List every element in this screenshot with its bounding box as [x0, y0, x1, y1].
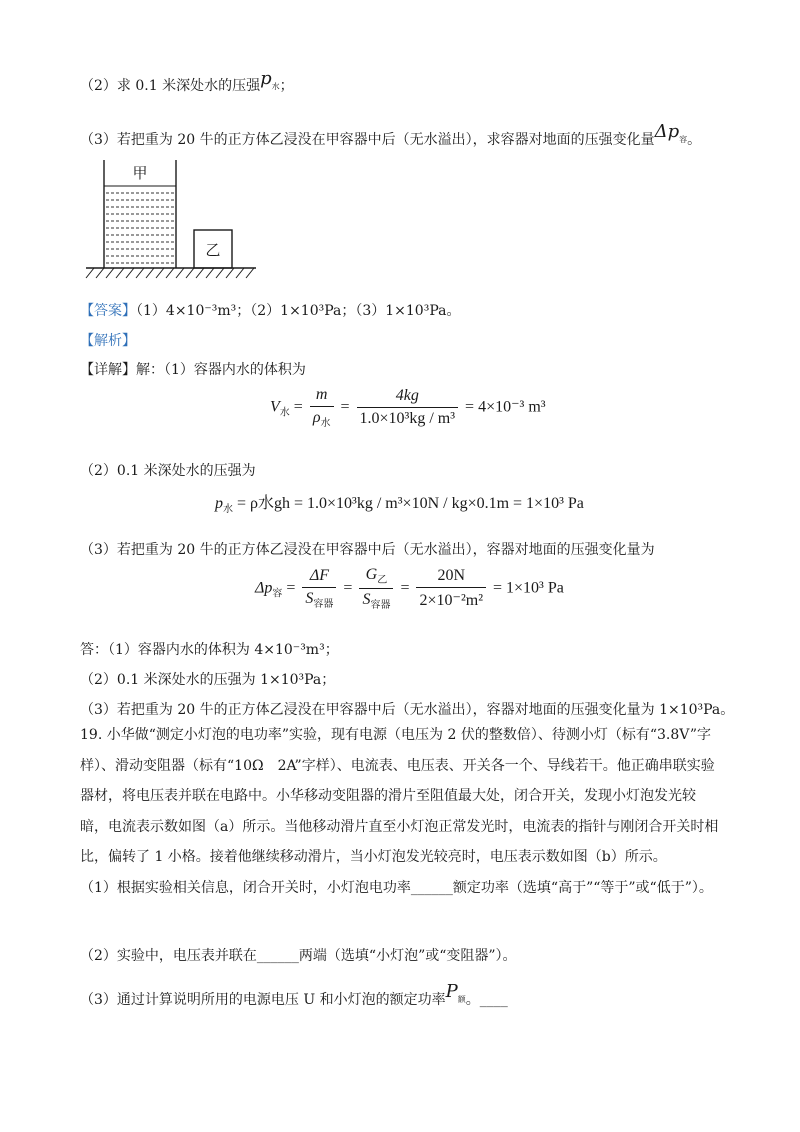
q18-part3: （3）若把重为 20 牛的正方体乙浸没在甲容器中后（无水溢出），求容器对地面的压强变化量$\Delta p_容$。	[80, 121, 702, 148]
q19-sub1: （1）根据实验相关信息，闭合开关时，小灯泡电功率______额定功率（选填“高于”“等于”或“低于”）。	[80, 880, 713, 896]
conclusion-3: （3）若把重为 20 牛的正方体乙浸没在甲容器中后（无水溢出），容器对地面的压强变化量为 1×10³Pa。	[80, 702, 735, 718]
equation-pressure: $p_水 = \rho$水gh = 1.0×10³kg / m³×10N / kg×0.1m = 1×10³ Pa	[215, 495, 584, 516]
equation-volume: $V_水$ = $\frac{m}{\rho_水}$ = $\frac{4kg}{\text{1.0×10³kg / m³}}$ = 4×10⁻³ m³	[270, 386, 546, 430]
q19-stem: 19. 小华做“测定小灯泡的电功率”实验，现有电源（电压为 2 伏的整数倍）、待测小灯（标有“3.8V”字样）、滑动变阻器（标有“10Ω 2A”字样）、电流表、电压表、开关各一个、导线若干。他正确串联实验器材，将电压表并联在电路中。小华移动变阻器的滑片至阻值最大处，闭合开关，发现小灯泡发光较暗，电流表示数如图（a）所示。当他移动滑片直至小灯泡正常发光时，电流表的指针与刚闭合开关时相比，偏转了 1 小格。接着他继续移动滑片，当小灯泡发光较亮时，电压表示数如图（b）所示。	[80, 727, 719, 865]
detail-q2-intro: （2）0.1 米深处水的压强为	[80, 463, 256, 479]
q18-part2: （2）求 0.1 米深处水的压强$p_水$；	[80, 68, 294, 94]
container-figure	[82, 158, 258, 284]
conclusion-2: （2）0.1 米深处水的压强为 1×10³Pa；	[80, 672, 336, 688]
container-label: 甲	[132, 164, 148, 182]
conclusion-1: 答：（1）容器内水的体积为 4×10⁻³m³；	[80, 642, 339, 658]
analysis-tag: 【解析】	[80, 333, 136, 349]
detail-intro: 【详解】解：（1）容器内水的体积为	[80, 362, 306, 378]
answer-line: 【答案】（1）4×10⁻³m³；（2）1×10³Pa；（3）1×10³Pa。	[80, 303, 461, 319]
equation-pressure-change: $\Delta p_容$ = $\frac{\Delta F}{S_{容器}}$ = $\frac{G_乙}{S_{容器}}$ = $\frac{20N}{\text{2×10⁻²m²}}$ = 1×10³ Pa	[255, 566, 564, 612]
q19-sub3: （3）通过计算说明所用的电源电压 U 和小灯泡的额定功率$P_额$。____	[80, 981, 508, 1008]
detail-q3-intro: （3）若把重为 20 牛的正方体乙浸没在甲容器中后（无水溢出），容器对地面的压强变化量为	[80, 542, 655, 558]
q19-sub2: （2）实验中，电压表并联在______两端（选填“小灯泡”或“变阻器”）。	[80, 948, 517, 964]
cube-label: 乙	[205, 241, 221, 259]
